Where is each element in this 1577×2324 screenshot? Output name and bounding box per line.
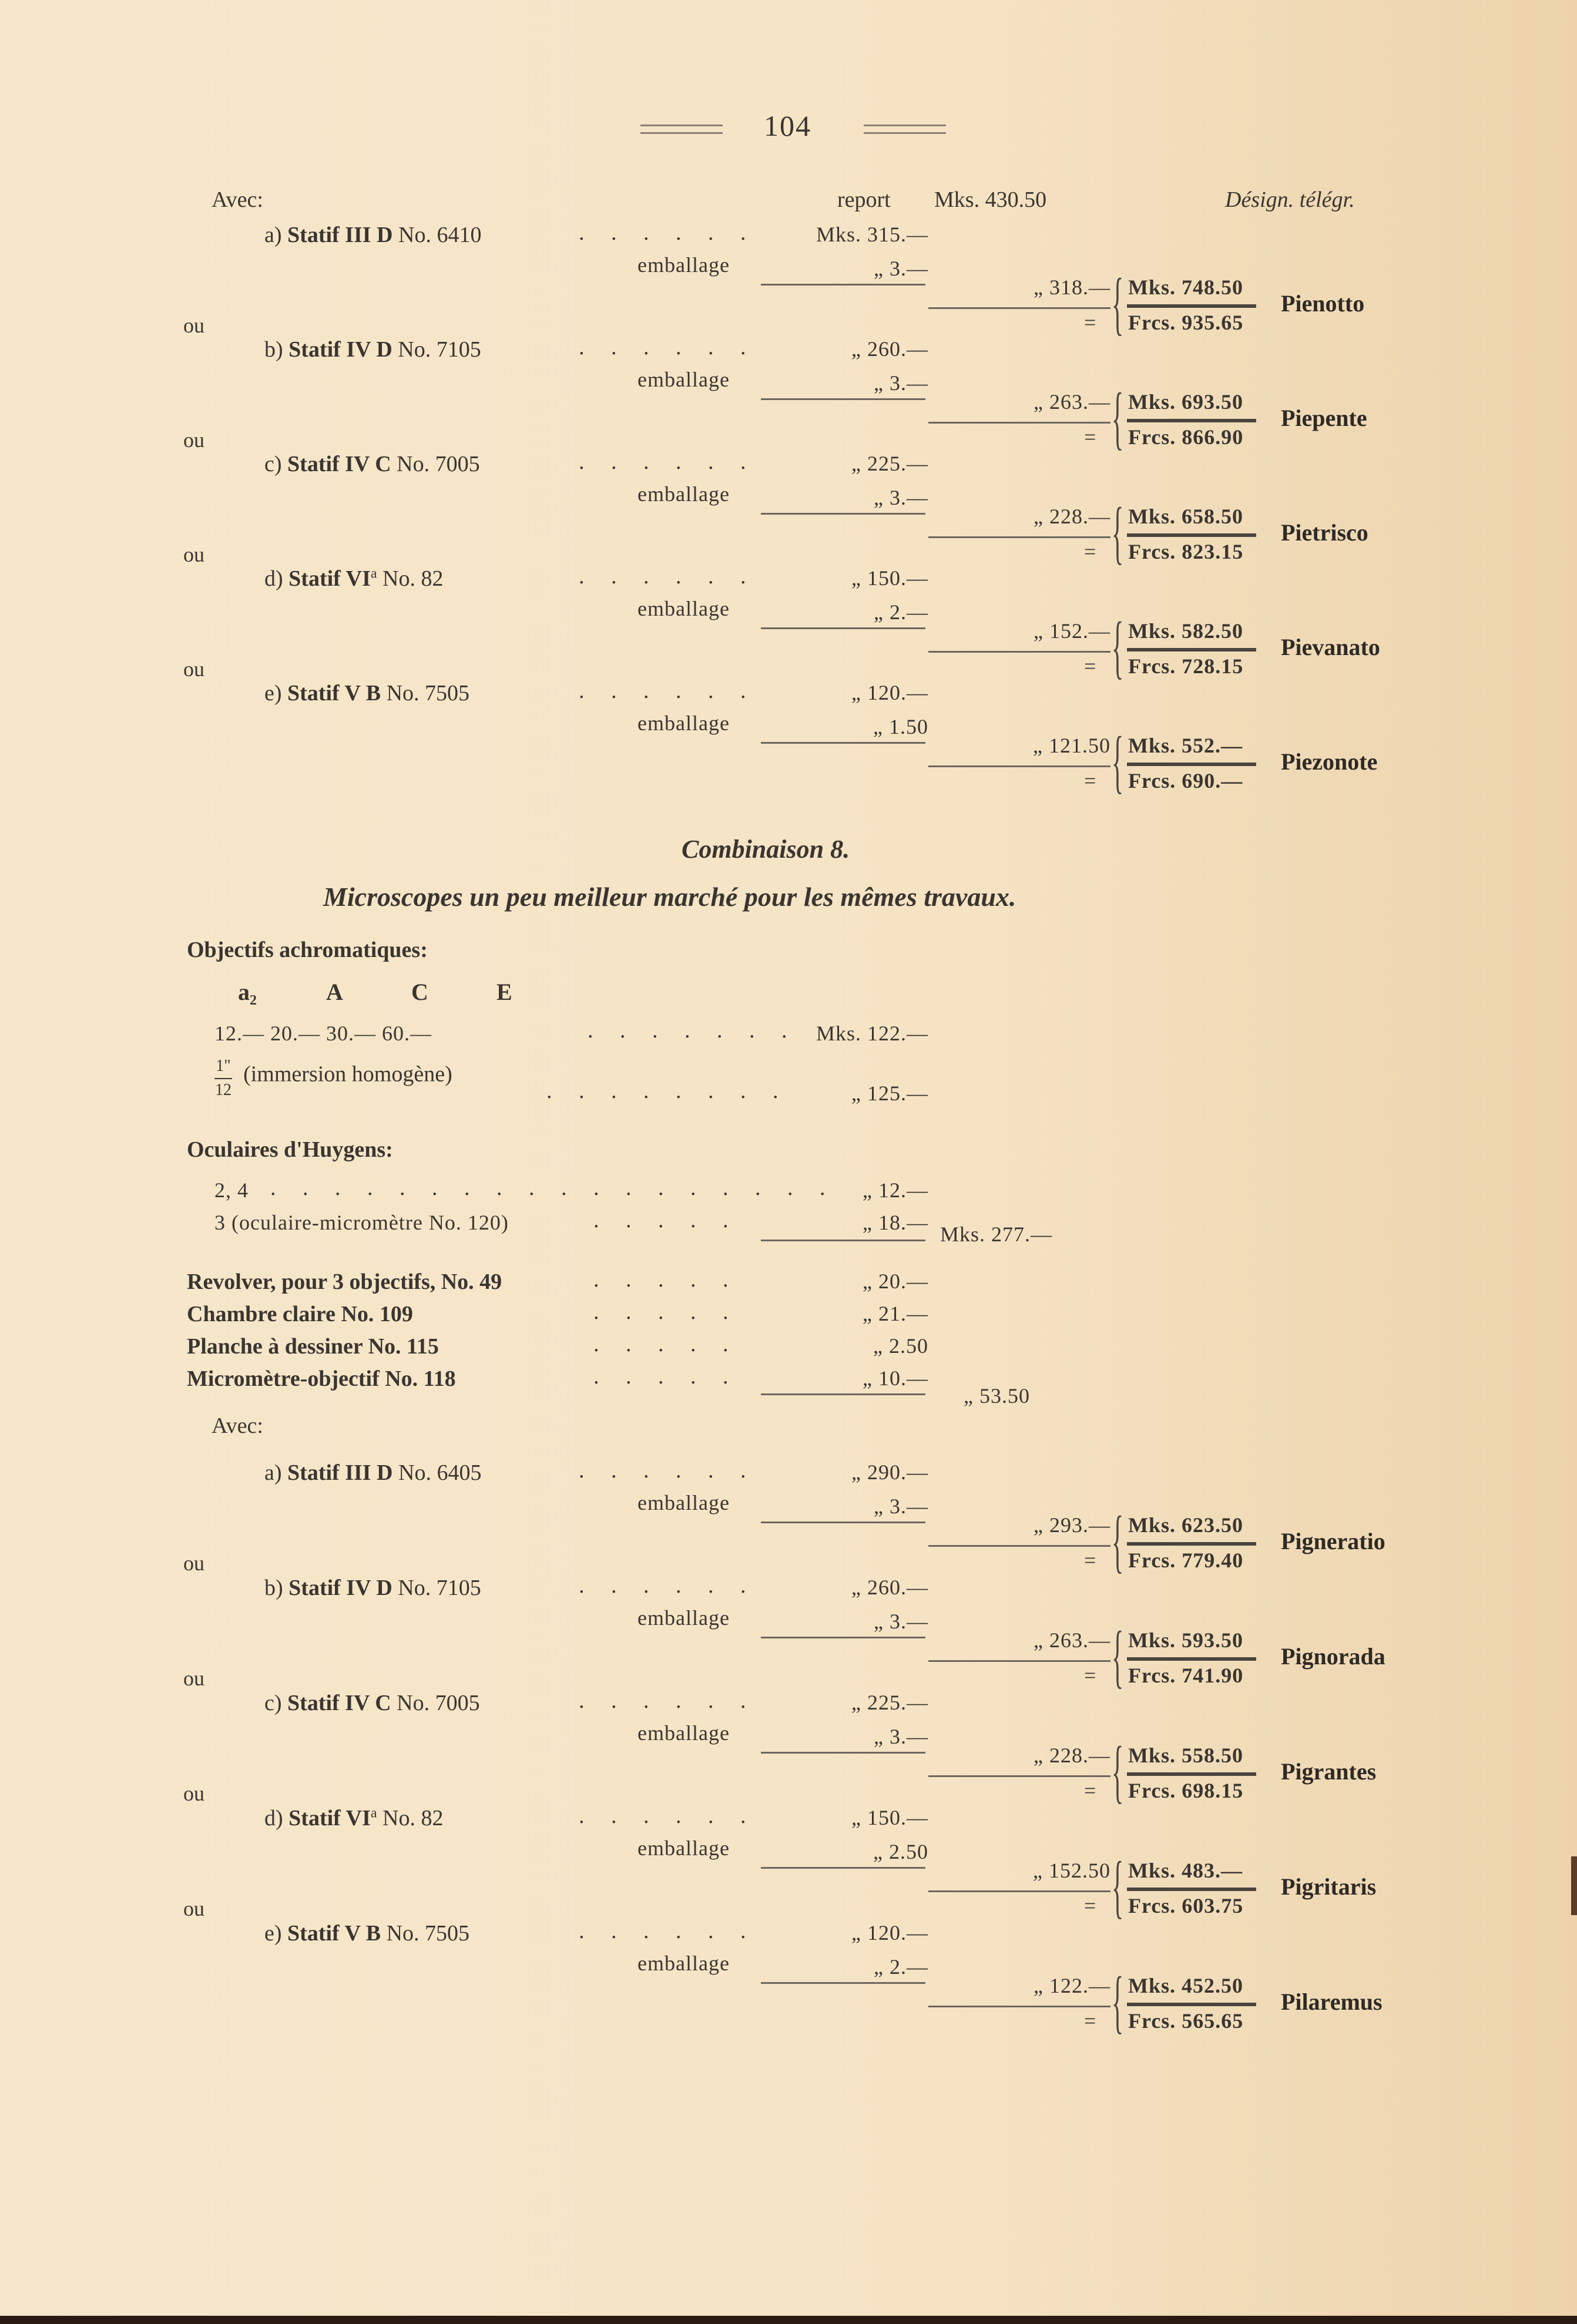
equals-sign: =	[1084, 2009, 1097, 2033]
brace-icon: {	[1112, 1847, 1124, 1925]
statif-price: „ 150.—	[851, 1806, 928, 1829]
header-rule-left	[640, 125, 723, 134]
oculaire-item-price: „ 12.—	[863, 1178, 928, 1202]
total-frcs: Frcs. 698.15	[1128, 1779, 1244, 1802]
total-double-rule	[1127, 648, 1256, 651]
statif-number: No. 6410	[398, 223, 482, 247]
emballage-label: emballage	[637, 1491, 730, 1514]
leader-dots: . . . . .	[593, 1208, 739, 1232]
accessories-total: „ 53.50	[964, 1384, 1030, 1408]
total-mks: Mks. 623.50	[1128, 1513, 1244, 1537]
total-frcs: Frcs. 728.15	[1128, 654, 1244, 678]
accessory-label: Micromètre-objectif No. 118	[187, 1366, 456, 1391]
option-subtotal: „ 152.50	[1033, 1859, 1110, 1882]
leader-dots: . . . . . . .	[588, 1018, 798, 1043]
subtotal-rule	[761, 627, 925, 629]
option-letter: d)	[264, 566, 283, 591]
ou-separator: ou	[183, 1667, 204, 1690]
emballage-price: „ 1.50	[873, 715, 928, 738]
option-subtotal: „ 263.—	[1034, 390, 1110, 414]
telegraph-code: Pignorada	[1281, 1643, 1385, 1670]
header-rule-right	[864, 125, 946, 134]
statif-option-row	[264, 680, 469, 706]
brace-icon: {	[1112, 722, 1124, 800]
statif-name: Statif III D	[287, 1460, 393, 1485]
statif-price: „ 120.—	[851, 681, 928, 704]
emballage-label: emballage	[637, 1836, 730, 1860]
emballage-label: emballage	[637, 1952, 730, 1975]
combinaison-subtitle: Microscopes un peu meilleur marché pour les mêmes travaux.	[323, 882, 1016, 912]
subtotal-rule	[761, 742, 925, 744]
statif-price: „ 225.—	[851, 452, 928, 475]
subtotal-rule	[928, 422, 1110, 424]
total-frcs: Frcs. 866.90	[1128, 425, 1244, 449]
leader-dots: . . . . . .	[579, 1919, 757, 1943]
emballage-label: emballage	[637, 1721, 730, 1745]
accessory-price: „ 20.—	[863, 1270, 928, 1293]
subtotal-rule	[928, 1775, 1110, 1777]
emballage-price: „ 2.50	[873, 1840, 928, 1863]
leader-dots: . . . . . . . . . . . . . . . . . .	[270, 1176, 836, 1200]
subtotal-rule	[928, 536, 1110, 538]
subtotal-rule	[761, 1522, 925, 1523]
objectifs-label: Objectifs achromatiques:	[187, 938, 428, 962]
accessory-label: Planche à dessiner No. 115	[187, 1334, 439, 1359]
leader-dots: . . . . . .	[579, 679, 757, 703]
total-double-rule	[1127, 2003, 1256, 2006]
statif-name: Statif V B	[287, 681, 381, 706]
equals-sign: =	[1084, 769, 1097, 792]
objectif-prices: 12.— 20.— 30.— 60.—	[214, 1022, 432, 1045]
statif-name: Statif VI	[288, 566, 371, 591]
option-letter: e)	[264, 681, 282, 706]
emballage-price: „ 3.—	[874, 1725, 928, 1748]
option-letter: a)	[264, 1460, 282, 1485]
subtotal-rule	[761, 1752, 925, 1754]
statif-option-row	[264, 1920, 469, 1946]
objectif-letter: E	[496, 979, 512, 1005]
brace-icon: {	[1112, 1732, 1124, 1810]
ou-separator: ou	[183, 314, 204, 337]
subtotal-rule	[928, 2006, 1110, 2007]
statif-option-row	[264, 337, 481, 362]
oculaire-item-label: 3 (oculaire-micromètre No. 120)	[214, 1211, 509, 1234]
objectif-letter: A	[326, 979, 343, 1005]
fraction-1-12: $\frac{1"}{12}$	[215, 1057, 231, 1099]
emballage-price: „ 3.—	[874, 1610, 928, 1633]
leader-dots: . . . . . .	[579, 449, 757, 474]
brace-icon: {	[1112, 607, 1124, 686]
statif-superscript: a	[370, 1805, 377, 1821]
total-mks: Mks. 582.50	[1128, 619, 1244, 643]
statif-number: No. 82	[382, 1806, 444, 1831]
emballage-label: emballage	[637, 597, 730, 620]
total-double-rule	[1127, 1772, 1256, 1776]
ou-separator: ou	[183, 1897, 204, 1920]
brace-icon: {	[1112, 378, 1124, 456]
total-mks: Mks. 483.—	[1128, 1859, 1243, 1882]
leader-dots: . . . . . . . .	[546, 1079, 789, 1103]
accessory-label: Chambre claire No. 109	[187, 1302, 413, 1326]
leader-dots: . . . . .	[593, 1267, 739, 1292]
statif-price: Mks. 315.—	[816, 223, 928, 246]
report-label: report	[837, 187, 891, 212]
emballage-label: emballage	[637, 711, 730, 735]
telegraph-code: Pienotto	[1281, 290, 1365, 317]
report-value: Mks. 430.50	[934, 187, 1047, 212]
total-mks: Mks. 452.50	[1128, 1974, 1244, 1997]
brace-icon: {	[1112, 1617, 1124, 1695]
statif-price: „ 120.—	[851, 1921, 928, 1944]
total-double-rule	[1127, 763, 1256, 766]
statif-number: No. 7505	[386, 1921, 470, 1946]
statif-option-row	[264, 222, 481, 248]
equals-sign: =	[1084, 311, 1097, 334]
book-edge	[0, 2316, 1577, 2324]
objectif-letter: a₂	[238, 979, 257, 1005]
emballage-label: emballage	[637, 482, 730, 506]
immersion-row	[214, 1057, 452, 1100]
subtotal-rule	[928, 307, 1110, 309]
option-letter: d)	[264, 1806, 283, 1831]
total-double-rule	[1127, 419, 1256, 422]
option-subtotal: „ 152.—	[1034, 619, 1110, 643]
statif-price: „ 260.—	[851, 1576, 928, 1599]
subtotal-rule	[928, 1890, 1110, 1892]
telegraph-code: Pietrisco	[1281, 519, 1368, 546]
total-mks: Mks. 693.50	[1128, 390, 1244, 414]
brace-icon: {	[1112, 493, 1124, 571]
objectif-letter: C	[411, 979, 428, 1005]
statif-number: No. 7505	[386, 681, 470, 706]
leader-dots: . . . . .	[593, 1332, 739, 1356]
immersion-price: „ 125.—	[851, 1082, 928, 1105]
subtotal-rule	[761, 398, 925, 400]
subtotal-rule	[761, 1637, 925, 1638]
statif-price: „ 260.—	[851, 337, 928, 361]
total-double-rule	[1127, 1888, 1256, 1891]
equals-sign: =	[1084, 1894, 1097, 1917]
emballage-price: „ 2.—	[874, 600, 928, 624]
telegraph-code: Piepente	[1281, 405, 1367, 431]
telegraph-code: Pilaremus	[1281, 1989, 1383, 2015]
total-mks: Mks. 552.—	[1128, 734, 1243, 757]
option-letter: b)	[264, 1576, 283, 1600]
statif-name: Statif IV D	[288, 337, 392, 362]
statif-number: No. 6405	[398, 1460, 482, 1485]
option-letter: a)	[264, 223, 282, 247]
ou-separator: ou	[183, 657, 204, 681]
total-frcs: Frcs. 935.65	[1128, 311, 1244, 334]
leader-dots: . . . . . .	[579, 1688, 757, 1713]
statif-name: Statif IV C	[287, 1691, 391, 1715]
statif-price: „ 150.—	[851, 566, 928, 590]
oculaire-item-label: 2, 4	[214, 1178, 249, 1202]
statif-name: Statif III D	[287, 223, 393, 247]
leader-dots: . . . . . .	[579, 1458, 757, 1483]
avec-label-bottom: Avec:	[212, 1413, 263, 1438]
statif-price: „ 290.—	[851, 1460, 928, 1484]
telegraph-code: Pigrantes	[1281, 1758, 1377, 1785]
leader-dots: . . . . . .	[579, 335, 757, 360]
option-subtotal: „ 122.—	[1034, 1974, 1110, 1997]
equals-sign: =	[1084, 1779, 1097, 1802]
emballage-price: „ 3.—	[874, 1495, 928, 1518]
subtotal-rule	[761, 1240, 925, 1241]
total-double-rule	[1127, 533, 1256, 537]
statif-number: No. 7005	[397, 1691, 480, 1715]
leader-dots: . . . . . .	[579, 1573, 757, 1598]
option-subtotal: „ 293.—	[1034, 1513, 1110, 1537]
accessory-price: „ 10.—	[863, 1366, 928, 1390]
statif-option-row	[264, 1575, 481, 1601]
statif-number: No. 7005	[397, 452, 480, 476]
option-subtotal: „ 318.—	[1034, 276, 1110, 299]
accessory-price: „ 21.—	[863, 1302, 928, 1325]
leader-dots: . . . . . .	[579, 220, 757, 245]
avec-label-top: Avec:	[212, 187, 263, 212]
option-letter: c)	[264, 452, 282, 476]
brace-icon: {	[1112, 1962, 1124, 2040]
equals-sign: =	[1084, 1549, 1097, 1572]
ou-separator: ou	[183, 1782, 204, 1805]
total-frcs: Frcs. 565.65	[1128, 2009, 1244, 2033]
statif-number: No. 82	[382, 566, 444, 591]
page-number: 104	[764, 109, 811, 142]
equals-sign: =	[1084, 654, 1097, 678]
leader-dots: . . . . . .	[579, 564, 757, 589]
option-subtotal: „ 228.—	[1034, 1744, 1110, 1767]
accessory-label: Revolver, pour 3 objectifs, No. 49	[187, 1270, 502, 1294]
subtotal-rule	[928, 1660, 1110, 1662]
brace-icon: {	[1112, 1502, 1124, 1580]
statif-name: Statif VI	[288, 1806, 371, 1831]
statif-number: No. 7105	[398, 1576, 481, 1600]
statif-price: „ 225.—	[851, 1691, 928, 1714]
leader-dots: . . . . .	[593, 1364, 739, 1389]
oculaires-total: Mks. 277.—	[940, 1223, 1053, 1246]
subtotal-rule	[761, 1867, 925, 1869]
design-telegr-label: Désign. télégr.	[1225, 187, 1355, 212]
brace-icon: {	[1112, 264, 1124, 342]
combinaison-title: Combinaison 8.	[682, 835, 850, 864]
statif-name: Statif IV C	[287, 452, 391, 476]
page-edge-stain	[1571, 1856, 1577, 1915]
emballage-price: „ 3.—	[874, 371, 928, 395]
ou-separator: ou	[183, 428, 204, 452]
objectif-total: Mks. 122.—	[816, 1022, 928, 1045]
ou-separator: ou	[183, 1551, 204, 1575]
total-frcs: Frcs. 690.—	[1128, 769, 1243, 792]
emballage-price: „ 3.—	[874, 257, 928, 280]
accessory-price: „ 2.50	[873, 1334, 928, 1358]
total-double-rule	[1127, 304, 1256, 308]
total-mks: Mks. 593.50	[1128, 1628, 1244, 1652]
total-mks: Mks. 658.50	[1128, 505, 1244, 528]
emballage-label: emballage	[637, 1606, 730, 1630]
statif-option-row	[264, 1460, 481, 1486]
emballage-label: emballage	[637, 368, 730, 391]
telegraph-code: Pievanato	[1281, 634, 1380, 660]
statif-option-row	[264, 451, 480, 477]
option-subtotal: „ 228.—	[1034, 505, 1110, 528]
total-double-rule	[1127, 1657, 1256, 1661]
statif-number: No. 7105	[398, 337, 481, 362]
equals-sign: =	[1084, 425, 1097, 449]
telegraph-code: Pigritaris	[1281, 1873, 1377, 1900]
option-subtotal: „ 121.50	[1033, 734, 1110, 757]
telegraph-code: Piezonote	[1281, 748, 1378, 775]
total-double-rule	[1127, 1542, 1256, 1546]
statif-superscript: a	[370, 566, 377, 582]
statif-option-row	[264, 1690, 480, 1716]
emballage-price: „ 3.—	[874, 486, 928, 509]
subtotal-rule	[928, 765, 1110, 767]
subtotal-rule	[928, 1545, 1110, 1547]
total-mks: Mks. 748.50	[1128, 276, 1244, 299]
option-letter: b)	[264, 337, 283, 362]
total-frcs: Frcs. 741.90	[1128, 1664, 1244, 1687]
subtotal-rule	[761, 284, 925, 286]
subtotal-rule	[761, 1393, 925, 1395]
emballage-price: „ 2.—	[874, 1955, 928, 1979]
leader-dots: . . . . . .	[579, 1804, 757, 1828]
emballage-label: emballage	[637, 253, 730, 277]
statif-name: Statif IV D	[288, 1576, 392, 1600]
total-mks: Mks. 558.50	[1128, 1744, 1244, 1767]
oculaires-label: Oculaires d'Huygens:	[187, 1137, 393, 1162]
option-subtotal: „ 263.—	[1034, 1628, 1110, 1652]
total-frcs: Frcs. 823.15	[1128, 540, 1244, 563]
subtotal-rule	[761, 513, 925, 515]
equals-sign: =	[1084, 1664, 1097, 1687]
equals-sign: =	[1084, 540, 1097, 563]
subtotal-rule	[928, 651, 1110, 653]
leader-dots: . . . . .	[593, 1299, 739, 1324]
option-letter: e)	[264, 1921, 282, 1946]
statif-name: Statif V B	[287, 1921, 381, 1946]
oculaire-item-price: „ 18.—	[863, 1211, 928, 1234]
ou-separator: ou	[183, 543, 204, 566]
total-frcs: Frcs. 603.75	[1128, 1894, 1244, 1917]
immersion-label: (immersion homogène)	[243, 1062, 452, 1087]
statif-option-row	[264, 1805, 443, 1831]
telegraph-code: Pigneratio	[1281, 1528, 1385, 1554]
option-letter: c)	[264, 1691, 282, 1715]
statif-option-row	[264, 566, 443, 592]
total-frcs: Frcs. 779.40	[1128, 1549, 1244, 1572]
subtotal-rule	[761, 1982, 925, 1984]
